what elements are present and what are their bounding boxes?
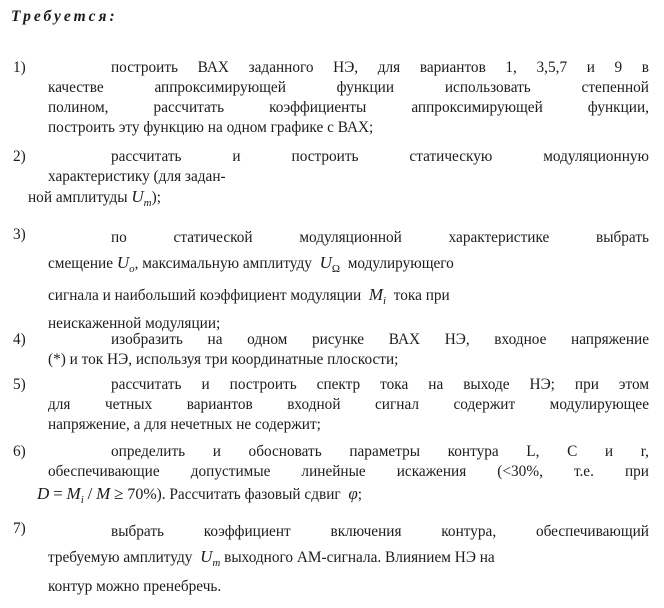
math-sub-m-7: m [212, 557, 221, 570]
item-1-line-2: качестве аппроксимирующей функции использовать степенной [48, 79, 649, 96]
item-number-3: 3) [13, 226, 26, 243]
item-1-line-1: построить ВАХ заданного НЭ, для вариантов 1, 3,5,7 и 9 в [111, 59, 649, 76]
item-6-line-3 [37, 482, 649, 512]
item-6-text-b: ; [357, 486, 362, 503]
math-pct: 70% [127, 486, 157, 503]
item-number-6: 6) [13, 443, 26, 460]
item-1-line-4: построить эту функцию на одном графике с ВАХ; [48, 119, 374, 136]
item-2-text-b: ); [151, 189, 161, 206]
item-2-line-1: рассчитать и построить статическую модуляционную [111, 148, 649, 165]
item-3-line-3 [48, 282, 649, 314]
math-M-6: M [96, 484, 111, 503]
item-text-2 [28, 147, 649, 213]
item-4-line-1: изобразить на одном рисунке ВАХ НЭ, входное напряжение [111, 331, 649, 348]
math-U-omega: U [319, 253, 332, 272]
item-1-line-3: полином, рассчитать коэффициенты аппроксимирующей функции, [48, 99, 649, 116]
item-number-4: 4) [13, 331, 26, 348]
item-number-7: 7) [13, 520, 26, 537]
math-sub-i: i [383, 295, 387, 308]
math-sub-i-6: i [80, 494, 84, 507]
item-6-line-2: обеспечивающие допустимые линейные искажения (<30%, т.е. при [48, 463, 649, 480]
item-number-1: 1) [13, 59, 26, 76]
item-7-text-a: требуемую амплитуду [48, 549, 193, 566]
math-sub-omega: Ω [331, 263, 341, 276]
item-3-line-4: неискаженной модуляции; [48, 315, 221, 333]
item-3-text-e: тока при [393, 287, 450, 305]
item-2-text-a: ной амплитуды [28, 189, 128, 206]
item-7-line-2 [48, 544, 649, 576]
item-5-line-1: рассчитать и построить спектр тока на выходе НЭ; при этом [111, 376, 649, 393]
item-3-text-b: , максимальную амплитуду [134, 255, 312, 272]
item-2-line-2: характеристику (для задан- [48, 168, 226, 185]
item-3-line-2 [48, 250, 649, 282]
math-U: U [131, 187, 144, 206]
item-5-line-2: для четных вариантов входной сигнал содержит модулирующее [48, 396, 649, 413]
item-2-line-3 [28, 187, 649, 213]
item-6-line-1: определить и обосновать параметры контура L, C и r, [111, 443, 649, 460]
item-5-line-3: напряжение, а для нечетных не содержит; [48, 416, 321, 433]
section-heading: Требуется: [11, 8, 118, 25]
item-3-line-1: по статической модуляционной характеристике выбрать [111, 229, 649, 246]
math-slash: / [87, 484, 93, 503]
math-U-o: U [116, 253, 130, 272]
item-6-text-a: ). Рассчитать фазовый сдвиг [156, 486, 341, 503]
math-M-i: M [368, 285, 384, 305]
item-number-5: 5) [13, 376, 26, 393]
item-text-3 [48, 225, 649, 334]
item-4-line-2: (*) и ток НЭ, используя три координатные плоскости; [48, 351, 399, 368]
math-phi: φ [348, 484, 358, 503]
math-ge: ≥ [114, 484, 124, 503]
math-sub-m: m [143, 197, 152, 210]
item-3-text-d: сигнала и наибольший коэффициент модуляции [48, 287, 362, 305]
item-text-5 [48, 375, 649, 435]
item-text-1 [48, 58, 649, 138]
item-7-text-b: выходного АМ-сигнала. Влиянием НЭ на [224, 549, 495, 566]
item-3-text-a: смещение [48, 255, 113, 272]
math-sub-o: o [129, 263, 135, 276]
math-M-i-6: M [66, 484, 81, 503]
item-3-text-c: модулирующего [347, 255, 454, 272]
math-U-m-7: U [200, 547, 213, 566]
item-text-6 [37, 442, 649, 512]
math-D: D [37, 484, 50, 503]
item-7-line-3: контур можно пренебречь. [48, 578, 222, 596]
math-eq: = [53, 484, 63, 503]
item-7-line-1: выбрать коэффициент включения контура, обеспечивающий [111, 523, 649, 540]
item-text-7 [48, 519, 649, 598]
item-text-4 [48, 330, 649, 370]
item-number-2: 2) [13, 148, 26, 165]
